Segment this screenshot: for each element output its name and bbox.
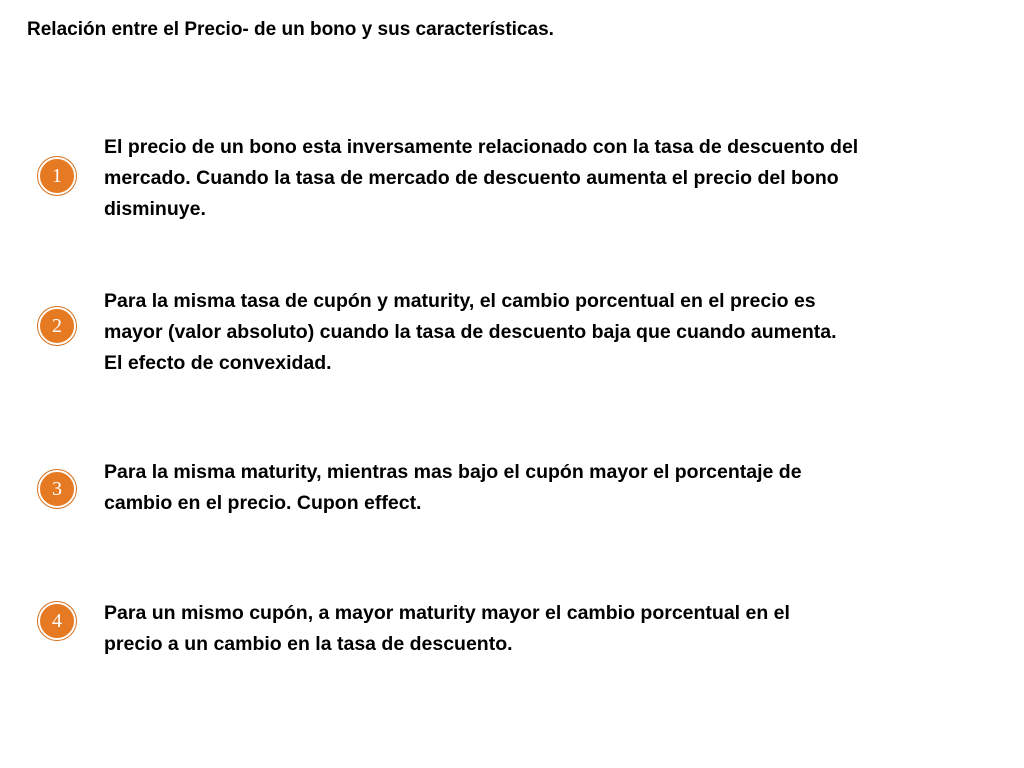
- number-badge: 2: [38, 307, 76, 345]
- item-text-line: Para un mismo cupón, a mayor maturity mayor el cambio porcentual en el: [104, 602, 790, 624]
- item-text-line: disminuye.: [104, 198, 206, 220]
- item-text-line: Para la misma tasa de cupón y maturity, el cambio porcentual en el precio es: [104, 290, 816, 312]
- slide-title: Relación entre el Precio- de un bono y sus características.: [27, 19, 554, 40]
- item-text: [104, 598, 984, 660]
- item-text-line: precio a un cambio en la tasa de descuento.: [104, 633, 513, 655]
- number-badge: 4: [38, 602, 76, 640]
- item-text-line: mercado. Cuando la tasa de mercado de descuento aumenta el precio del bono: [104, 167, 839, 189]
- item-text: [104, 286, 984, 379]
- item-text-line: El efecto de convexidad.: [104, 352, 332, 374]
- number-badge: 3: [38, 470, 76, 508]
- item-text-line: Para la misma maturity, mientras mas bajo el cupón mayor el porcentaje de: [104, 461, 802, 483]
- item-text-line: cambio en el precio. Cupon effect.: [104, 492, 422, 514]
- number-badge: 1: [38, 157, 76, 195]
- item-text-line: mayor (valor absoluto) cuando la tasa de descuento baja que cuando aumenta.: [104, 321, 837, 343]
- item-text: [104, 457, 984, 519]
- item-text-line: El precio de un bono esta inversamente relacionado con la tasa de descuento del: [104, 136, 859, 158]
- item-text: [104, 132, 984, 225]
